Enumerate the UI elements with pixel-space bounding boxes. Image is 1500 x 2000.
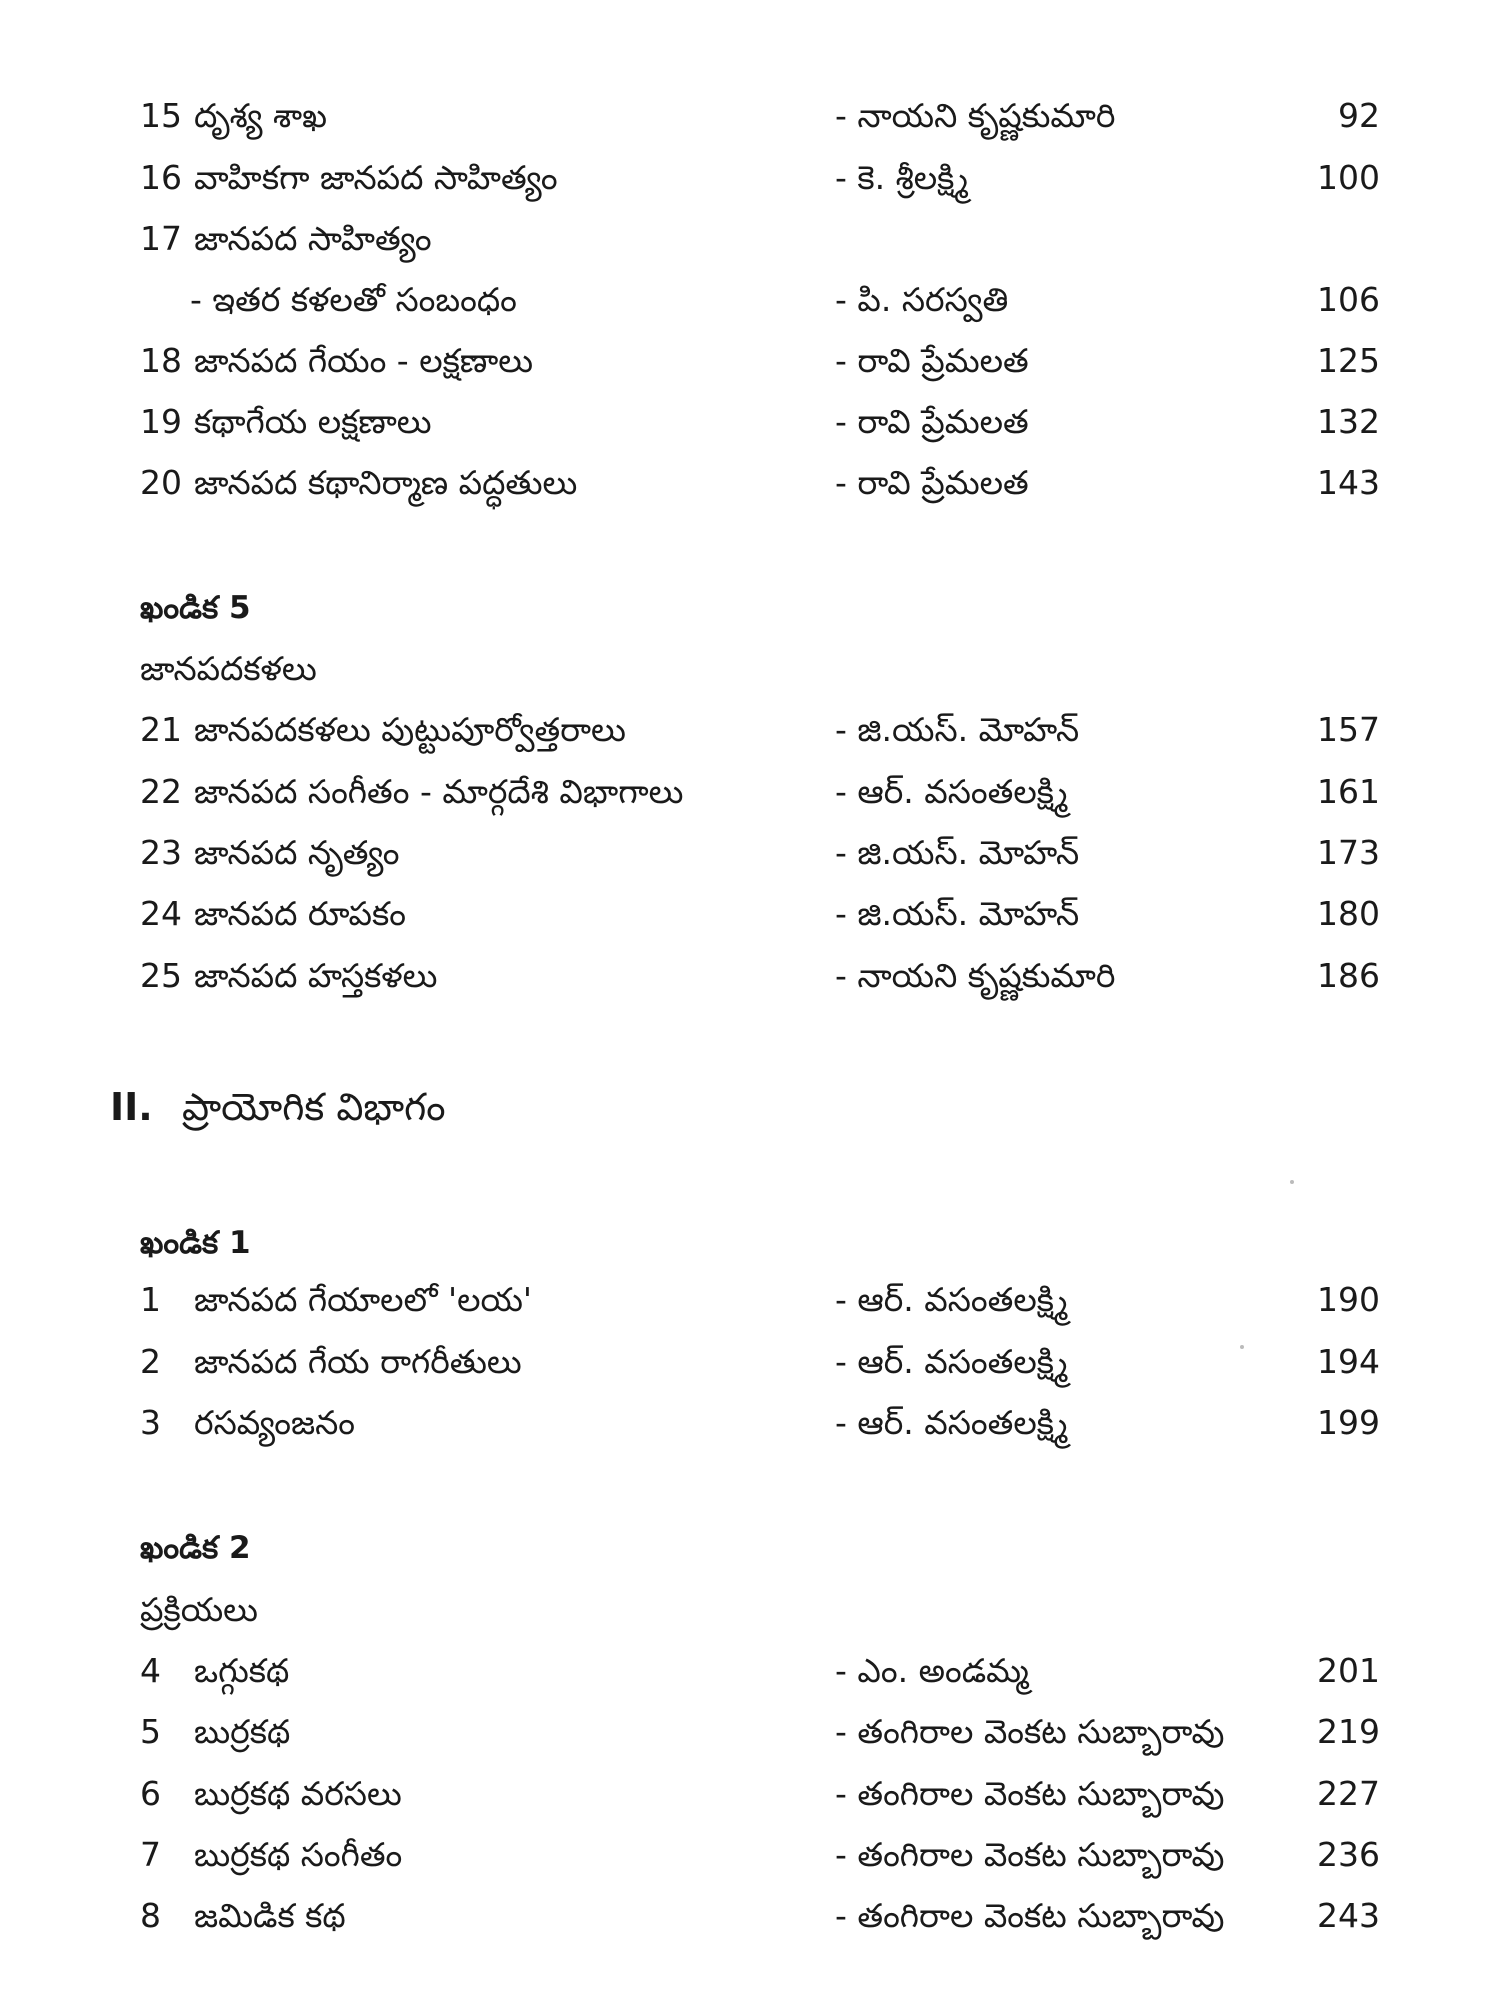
toc-entry-continuation [140, 272, 1380, 328]
toc-entry [140, 1395, 1380, 1451]
section-subheading: ప్రక్రియలు [140, 1590, 258, 1629]
entry-page: 92 [1338, 96, 1380, 135]
entry-number: 17 [140, 219, 182, 258]
entry-title: జానపద గేయాలలో 'లయ' [194, 1280, 533, 1319]
entry-title: జానపద నృత్యం [194, 833, 400, 872]
entry-page: 190 [1317, 1280, 1380, 1319]
entry-author: - ఆర్. వసంతలక్ష్మి [835, 772, 1068, 811]
entry-number: 21 [140, 710, 182, 749]
entry-number: 19 [140, 402, 182, 441]
entry-title: దృశ్య శాఖ [194, 96, 328, 135]
entry-author: - జి.యస్. మోహన్ [835, 894, 1080, 933]
entry-author: - నాయని కృష్ణకుమారి [835, 956, 1116, 995]
entry-title: రసవ్యంజనం [194, 1403, 355, 1442]
toc-entry [140, 886, 1380, 942]
entry-author: - జి.యస్. మోహన్ [835, 833, 1080, 872]
entry-author: - రావి ప్రేమలత [835, 341, 1029, 380]
entry-author: - ఆర్. వసంతలక్ష్మి [835, 1342, 1068, 1381]
part-title: ప్రాయోగిక విభాగం [182, 1085, 446, 1129]
entry-page: 161 [1317, 772, 1380, 811]
entry-number: 6 [140, 1774, 161, 1813]
entry-page: 236 [1317, 1835, 1380, 1874]
toc-entry [140, 702, 1380, 758]
entry-title: బుర్రకథ సంగీతం [194, 1835, 403, 1874]
entry-title: జానపద హస్తకళలు [194, 956, 438, 995]
toc-entry [140, 1334, 1380, 1390]
toc-entry [140, 948, 1380, 1004]
section-subheading: జానపదకళలు [140, 649, 317, 688]
entry-title: కథాగేయ లక్షణాలు [194, 402, 432, 441]
toc-entry [140, 88, 1380, 144]
entry-page: 186 [1317, 956, 1380, 995]
entry-number: 20 [140, 463, 182, 502]
toc-entry [140, 1888, 1380, 1944]
entry-page: 106 [1317, 280, 1380, 319]
toc-entry [140, 333, 1380, 389]
toc-entry [140, 1643, 1380, 1699]
entry-title: వాహికగా జానపద సాహిత్యం [194, 158, 558, 197]
section-heading: ఖండిక 2 [140, 1530, 251, 1566]
entry-page: 201 [1317, 1651, 1380, 1690]
scan-speck [1240, 1345, 1244, 1349]
entry-author: - పి. సరస్వతి [835, 280, 1009, 319]
entry-title: జానపద సాహిత్యం [194, 219, 432, 258]
toc-entry [140, 1272, 1380, 1328]
entry-author: - నాయని కృష్ణకుమారి [835, 96, 1116, 135]
entry-page: 243 [1317, 1896, 1380, 1935]
entry-number: 7 [140, 1835, 161, 1874]
entry-author: - తంగిరాల వెంకట సుబ్బారావు [835, 1712, 1225, 1751]
entry-author: - తంగిరాల వెంకట సుబ్బారావు [835, 1896, 1225, 1935]
entry-author: - ఎం. అండమ్మ [835, 1651, 1029, 1690]
entry-page: 219 [1317, 1712, 1380, 1751]
entry-page: 143 [1317, 463, 1380, 502]
entry-author: - కె. శ్రీలక్ష్మి [835, 158, 969, 197]
entry-page: 173 [1317, 833, 1380, 872]
entry-number: 1 [140, 1280, 161, 1319]
entry-author: - రావి ప్రేమలత [835, 463, 1029, 502]
entry-number: 4 [140, 1651, 161, 1690]
entry-title: బుర్రకథ వరసలు [194, 1774, 402, 1813]
entry-title: - ఇతర కళలతో సంబంధం [190, 280, 517, 319]
entry-title: జానపద రూపకం [194, 894, 406, 933]
entry-number: 23 [140, 833, 182, 872]
toc-entry [140, 150, 1380, 206]
entry-page: 194 [1317, 1342, 1380, 1381]
entry-page: 157 [1317, 710, 1380, 749]
entry-number: 8 [140, 1896, 161, 1935]
entry-title: జమిడిక కథ [194, 1896, 346, 1935]
entry-page: 100 [1317, 158, 1380, 197]
entry-number: 15 [140, 96, 182, 135]
toc-entry [140, 1827, 1380, 1883]
entry-number: 2 [140, 1342, 161, 1381]
entry-author: - ఆర్. వసంతలక్ష్మి [835, 1280, 1068, 1319]
section-heading: ఖండిక 5 [140, 590, 251, 626]
entry-author: - ఆర్. వసంతలక్ష్మి [835, 1403, 1068, 1442]
entry-title: బుర్రకథ [194, 1712, 291, 1751]
entry-number: 18 [140, 341, 182, 380]
entry-number: 16 [140, 158, 182, 197]
entry-number: 22 [140, 772, 182, 811]
entry-title: ఒగ్గుకథ [194, 1651, 290, 1690]
entry-title: జానపద గేయం - లక్షణాలు [194, 341, 534, 380]
toc-entry [140, 1766, 1380, 1822]
toc-entry [140, 825, 1380, 881]
section-heading: ఖండిక 1 [140, 1225, 251, 1261]
entry-page: 132 [1317, 402, 1380, 441]
entry-page: 180 [1317, 894, 1380, 933]
entry-number: 3 [140, 1403, 161, 1442]
entry-author: - జి.యస్. మోహన్ [835, 710, 1080, 749]
entry-title: జానపద గేయ రాగరీతులు [194, 1342, 522, 1381]
entry-page: 125 [1317, 341, 1380, 380]
toc-entry [140, 1704, 1380, 1760]
entry-number: 5 [140, 1712, 161, 1751]
entry-title: జానపదకళలు పుట్టుపూర్వోత్తరాలు [194, 710, 626, 749]
entry-title: జానపద కథానిర్మాణ పద్ధతులు [194, 463, 578, 502]
toc-entry [140, 764, 1380, 820]
entry-author: - తంగిరాల వెంకట సుబ్బారావు [835, 1774, 1225, 1813]
toc-entry [140, 394, 1380, 450]
entry-author: - తంగిరాల వెంకట సుబ్బారావు [835, 1835, 1225, 1874]
entry-page: 199 [1317, 1403, 1380, 1442]
entry-number: 24 [140, 894, 182, 933]
scan-speck [1290, 1180, 1294, 1184]
toc-entry [140, 211, 1380, 267]
part-number: II. [110, 1085, 153, 1129]
entry-title: జానపద సంగీతం - మార్గదేశి విభాగాలు [194, 772, 684, 811]
entry-author: - రావి ప్రేమలత [835, 402, 1029, 441]
entry-page: 227 [1317, 1774, 1380, 1813]
toc-entry [140, 455, 1380, 511]
entry-number: 25 [140, 956, 182, 995]
